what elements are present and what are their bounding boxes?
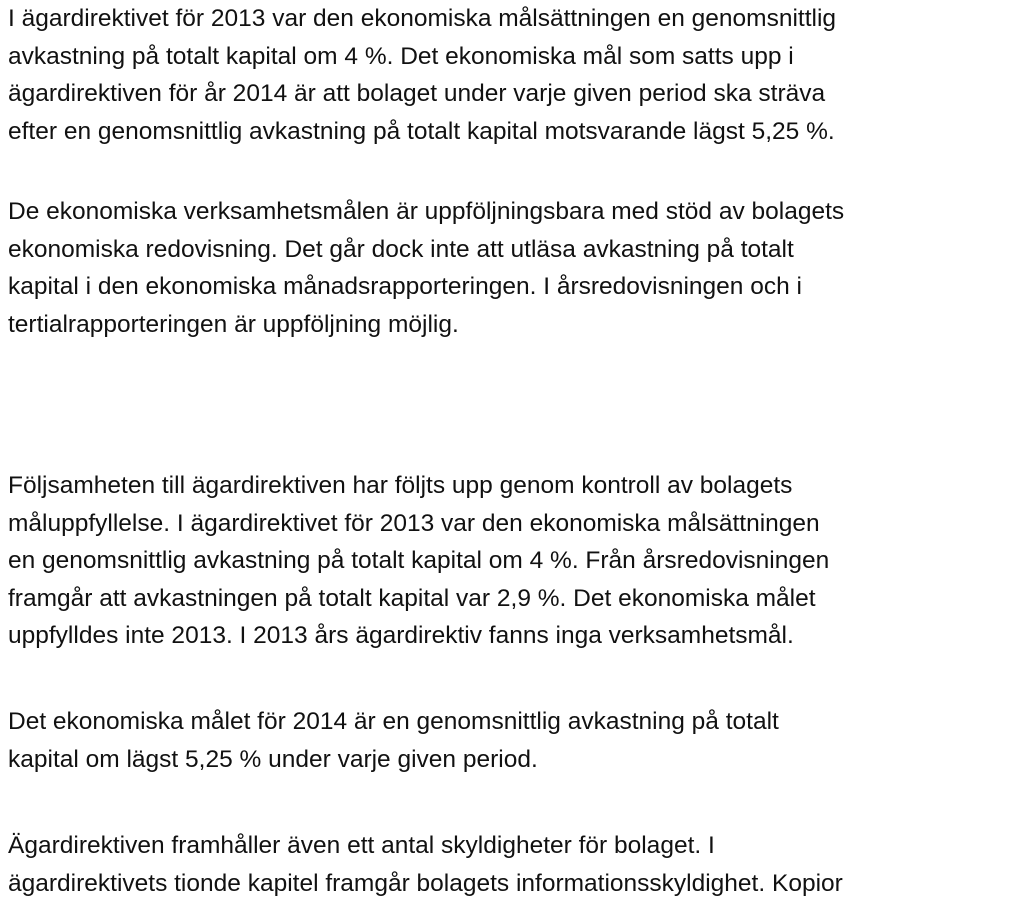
text-line: måluppfyllelse. I ägardirektivet för 2013 var den ekonomiska målsättningen <box>8 509 820 537</box>
paragraph-goal-2014 <box>8 703 779 778</box>
text-line: efter en genomsnittlig avkastning på totalt kapital motsvarande lägst 5,25 %. <box>8 117 835 145</box>
text-line: kapital i den ekonomiska månadsrapporteringen. I årsredovisningen och i <box>8 273 802 300</box>
text-line: ägardirektivets tionde kapitel framgår bolagets informationsskyldighet. Kopior <box>8 869 843 897</box>
text-line: tertialrapporteringen är uppföljning möjlig. <box>8 310 459 338</box>
text-line: framgår att avkastningen på totalt kapital var 2,9 %. Det ekonomiska målet <box>8 584 816 612</box>
text-line: en genomsnittlig avkastning på totalt kapital om 4 %. Från årsredovisningen <box>8 547 830 574</box>
text-line: uppfylldes inte 2013. I 2013 års ägardirektiv fanns inga verksamhetsmål. <box>8 622 794 649</box>
text-line: Ägardirektiven framhåller även ett antal skyldigheter för bolaget. I <box>8 832 715 859</box>
text-line: avkastning på totalt kapital om 4 %. Det ekonomiska mål som satts upp i <box>8 42 794 70</box>
paragraph-goal-follow-up <box>8 193 844 343</box>
text-line: Följsamheten till ägardirektiven har följts upp genom kontroll av bolagets <box>8 472 793 499</box>
text-line: De ekonomiska verksamhetsmålen är uppföljningsbara med stöd av bolagets <box>8 198 845 225</box>
paragraph-obligations <box>8 827 843 902</box>
text-line: I ägardirektivet för 2013 var den ekonomiska målsättningen en genomsnittlig <box>8 5 837 32</box>
text-line: ekonomiska redovisning. Det går dock inte att utläsa avkastning på totalt <box>8 235 794 263</box>
paragraph-ownership-directive-2013 <box>8 0 836 150</box>
text-line: kapital om lägst 5,25 % under varje given period. <box>8 745 538 773</box>
text-line: ägardirektiven för år 2014 är att bolaget under varje given period ska sträva <box>8 80 826 107</box>
text-line: Det ekonomiska målet för 2014 är en genomsnittlig avkastning på totalt <box>8 708 779 735</box>
paragraph-compliance <box>8 467 829 655</box>
